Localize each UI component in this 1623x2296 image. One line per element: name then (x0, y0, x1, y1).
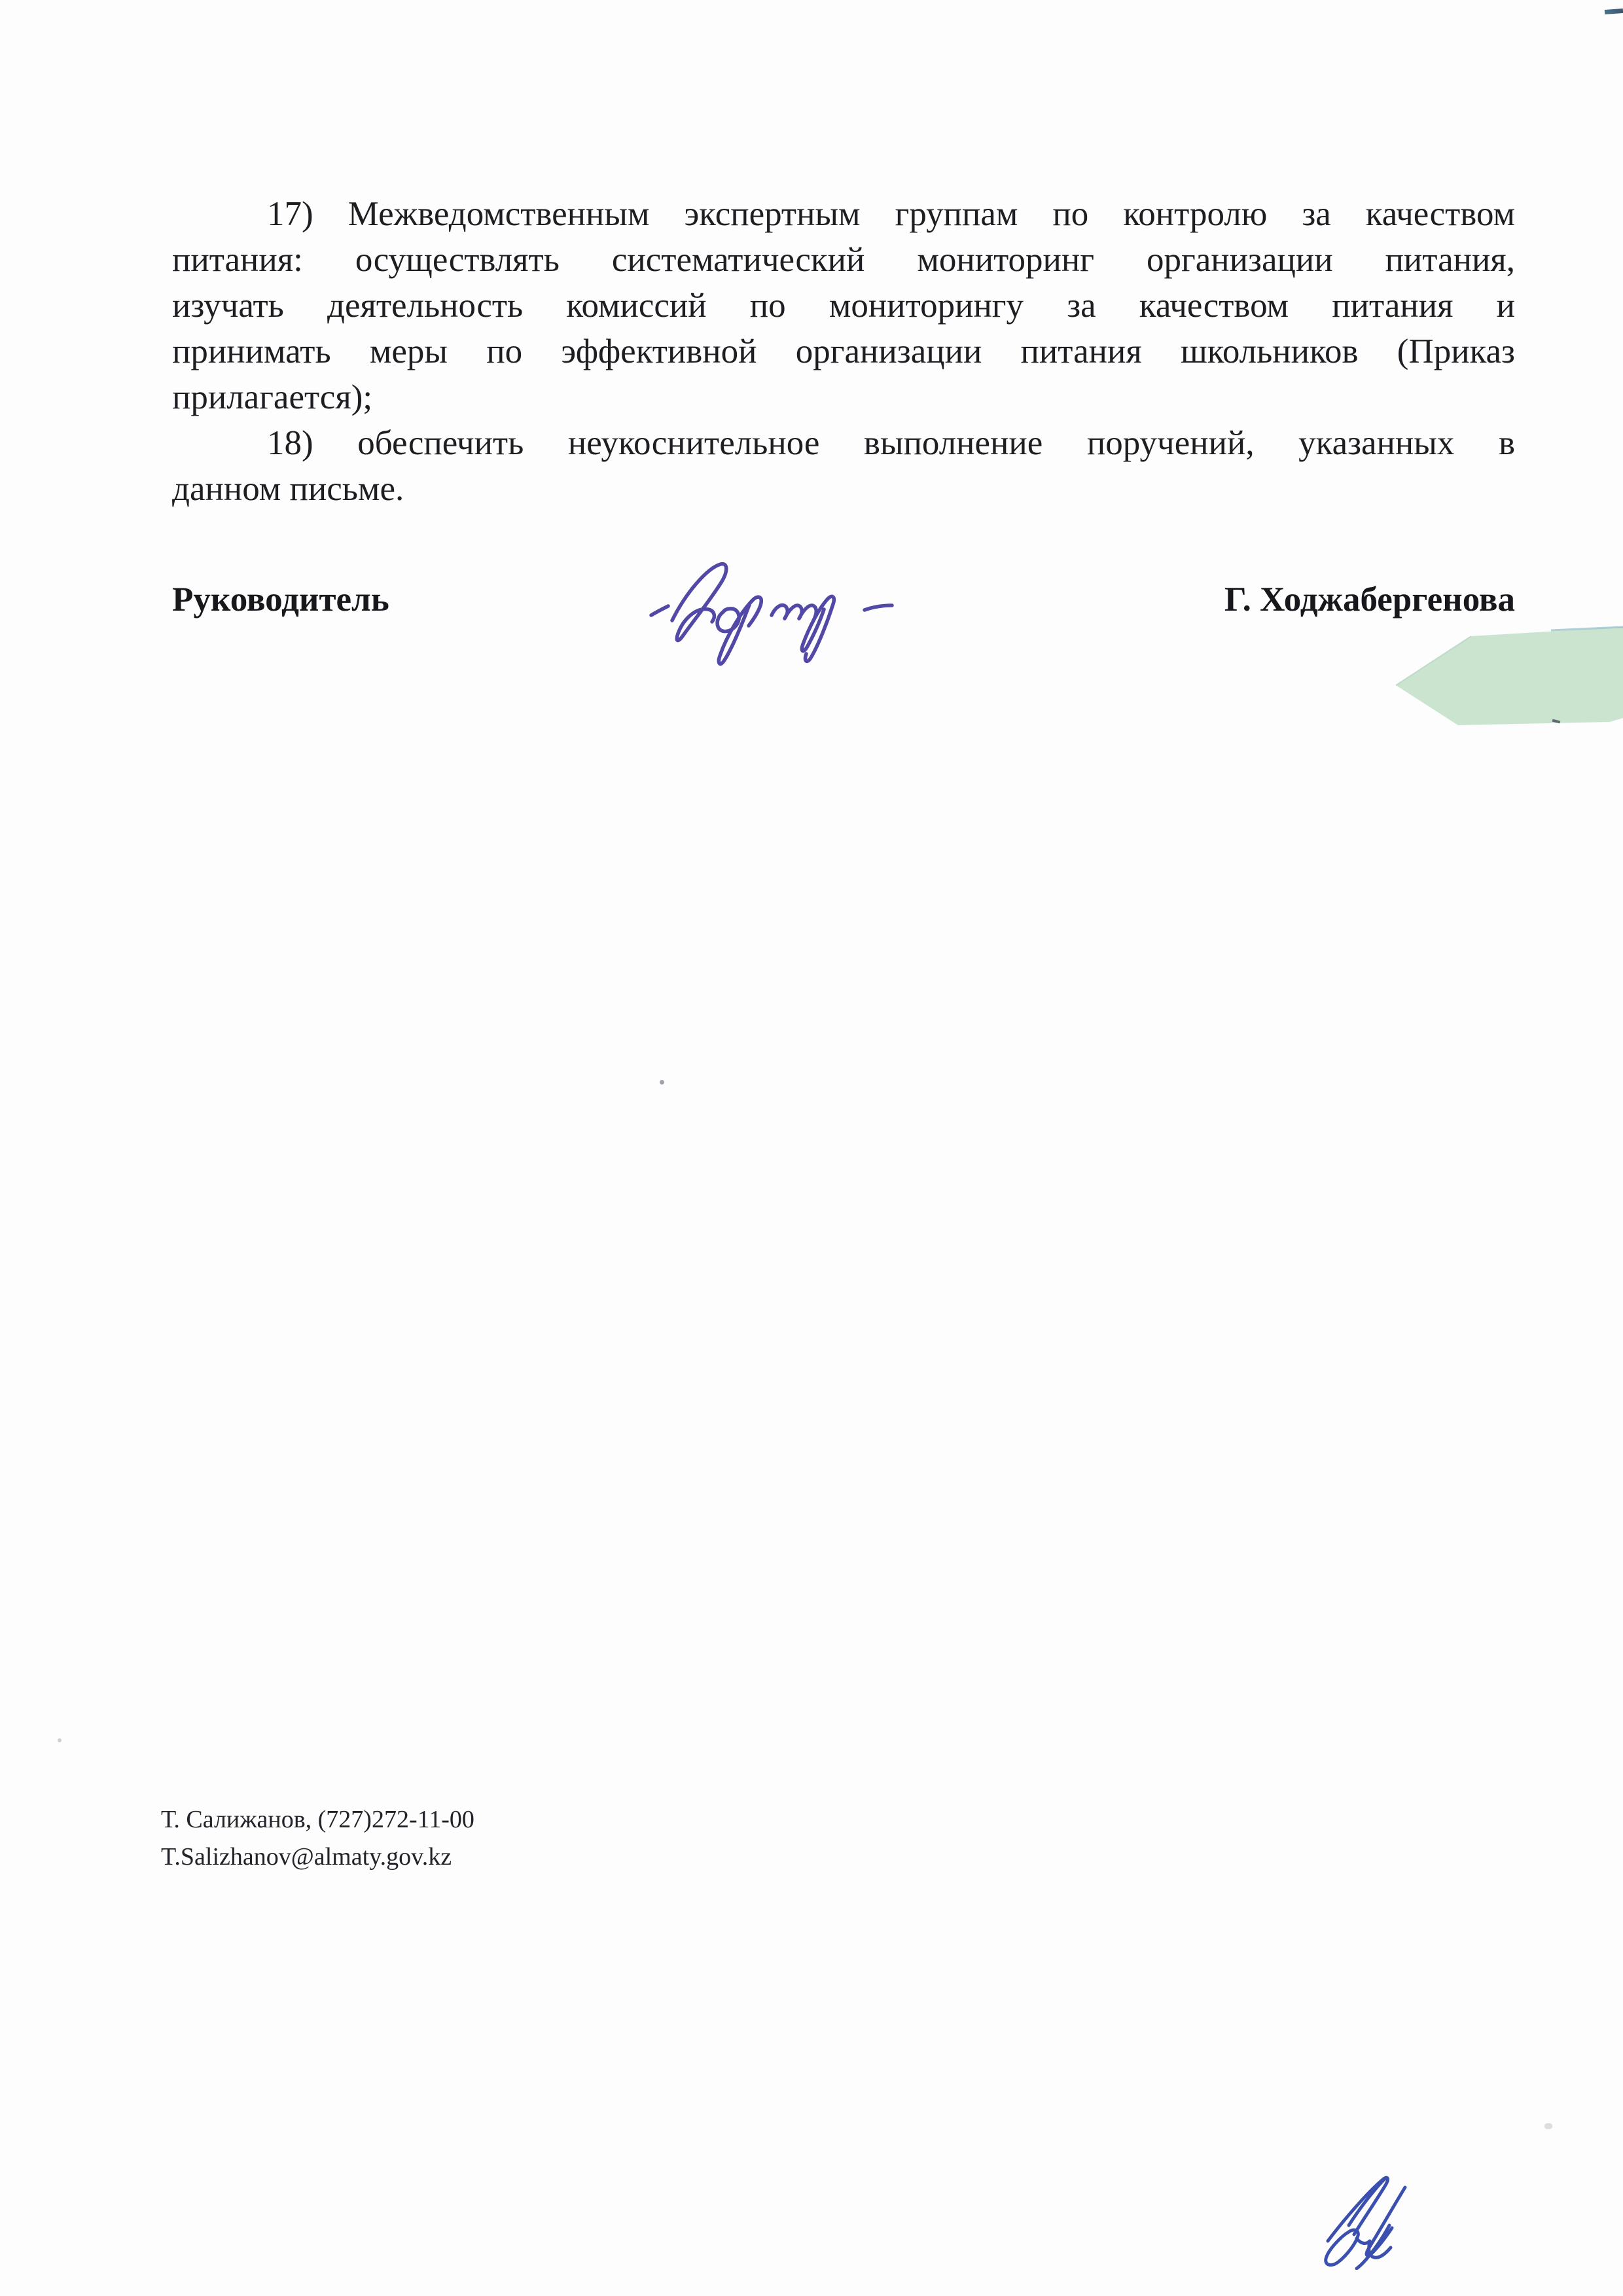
paragraph-17-line-4: принимать меры по эффективной организации питания школьников (Приказ (172, 332, 1515, 370)
scan-edge-mark (1605, 9, 1623, 14)
paragraph-17-line-2: питания: осуществлять систематический мониторинг организации питания, (172, 241, 1515, 279)
contact-block (161, 1801, 474, 1876)
scan-speck (1544, 2123, 1552, 2129)
signer-name: Г. Ходжабергенова (1224, 581, 1515, 619)
ink-signature-icon (645, 548, 903, 673)
paragraph-18-line-1: 18) обеспечить неукоснительное выполнение поручений, указанных в (267, 424, 1515, 462)
paragraph-18-line-2: данном письме. (172, 470, 404, 508)
ink-paraph-icon (1319, 2172, 1410, 2270)
scan-speck (58, 1738, 62, 1742)
paragraph-17-line-5: прилагается); (172, 378, 373, 416)
scan-speck (660, 1080, 664, 1085)
contact-phone: Т. Салижанов, (727)272-11-00 (161, 1806, 474, 1833)
contact-email: T.Salizhanov@almaty.gov.kz (161, 1843, 452, 1871)
paragraph-17-line-3: изучать деятельность комиссий по мониторингу за качеством питания и (172, 287, 1515, 325)
letter-body (172, 191, 1515, 512)
paragraph-17-line-1: 17) Межведомственным экспертным группам по контролю за качеством (267, 195, 1515, 233)
signer-title: Руководитель (172, 581, 389, 619)
green-tab-sticker (1394, 625, 1623, 749)
